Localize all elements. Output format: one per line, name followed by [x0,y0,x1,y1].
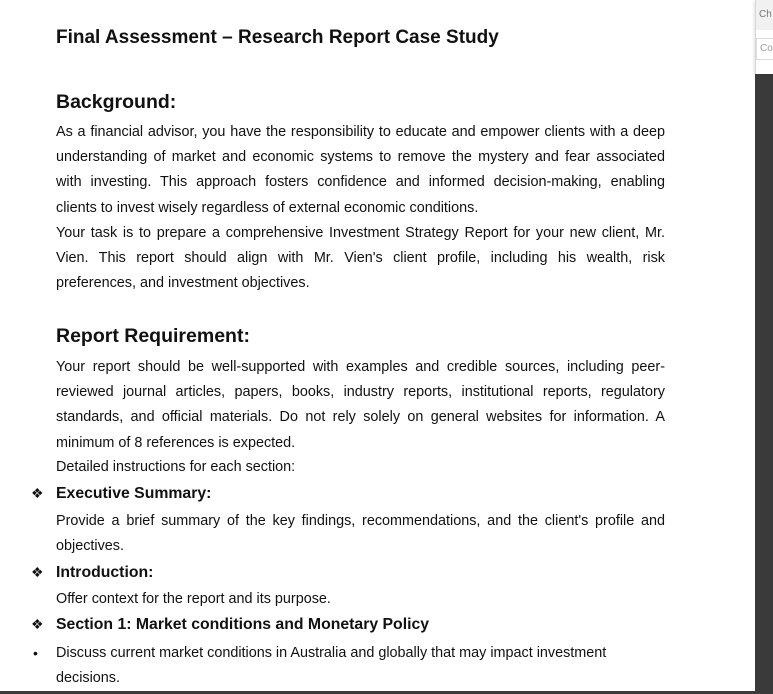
round-bullet-icon: • [33,645,38,661]
introduction-body: Offer context for the report and its purpose. [56,591,331,607]
report-requirement-heading: Report Requirement: [56,325,250,347]
executive-summary-body: Provide a brief summary of the key findings, recommendations, and the client's profile and objectives. [56,513,665,555]
diamond-bullet-icon: ❖ [31,485,44,501]
diamond-bullet-icon: ❖ [31,564,44,580]
introduction-heading: Introduction: [56,564,154,581]
section-1-point: Discuss current market conditions in Australia and globally that may impact investment decisions. [56,645,607,687]
side-panel-input[interactable]: Co [756,38,773,60]
report-requirement-paragraph: Your report should be well-supported with examples and credible sources, including peer-reviewed journal articles, papers, books, industry reports, institutional reports, regulatory standards, and official materials. Do not rely solely on general websites for information. A minimum of 8 references is expected. [56,359,665,451]
background-paragraph-1: As a financial advisor, you have the responsibility to educate and empower clients with a deep understanding of market and economic systems to remove the mystery and fear associated with investing. This approach fosters confidence and informed decision-making, enabling clients to invest wisely regardless of external economic conditions. [56,124,665,216]
background-heading: Background: [56,91,177,113]
instructions-intro: Detailed instructions for each section: [56,459,296,475]
side-panel-tab[interactable]: Ch [756,0,773,30]
section-1-heading: Section 1: Market conditions and Monetary Policy [56,616,430,633]
viewer-gutter [755,0,773,694]
document-title: Final Assessment – Research Report Case Study [56,27,499,48]
side-panel [755,0,773,74]
diamond-bullet-icon: ❖ [31,616,44,632]
background-paragraph-2: Your task is to prepare a comprehensive Investment Strategy Report for your new client, Mr. Vien. This report should align with Mr. Vien's client profile, including his wealth, risk preferences, and investment objectives. [56,225,665,292]
executive-summary-heading: Executive Summary: [56,485,212,502]
